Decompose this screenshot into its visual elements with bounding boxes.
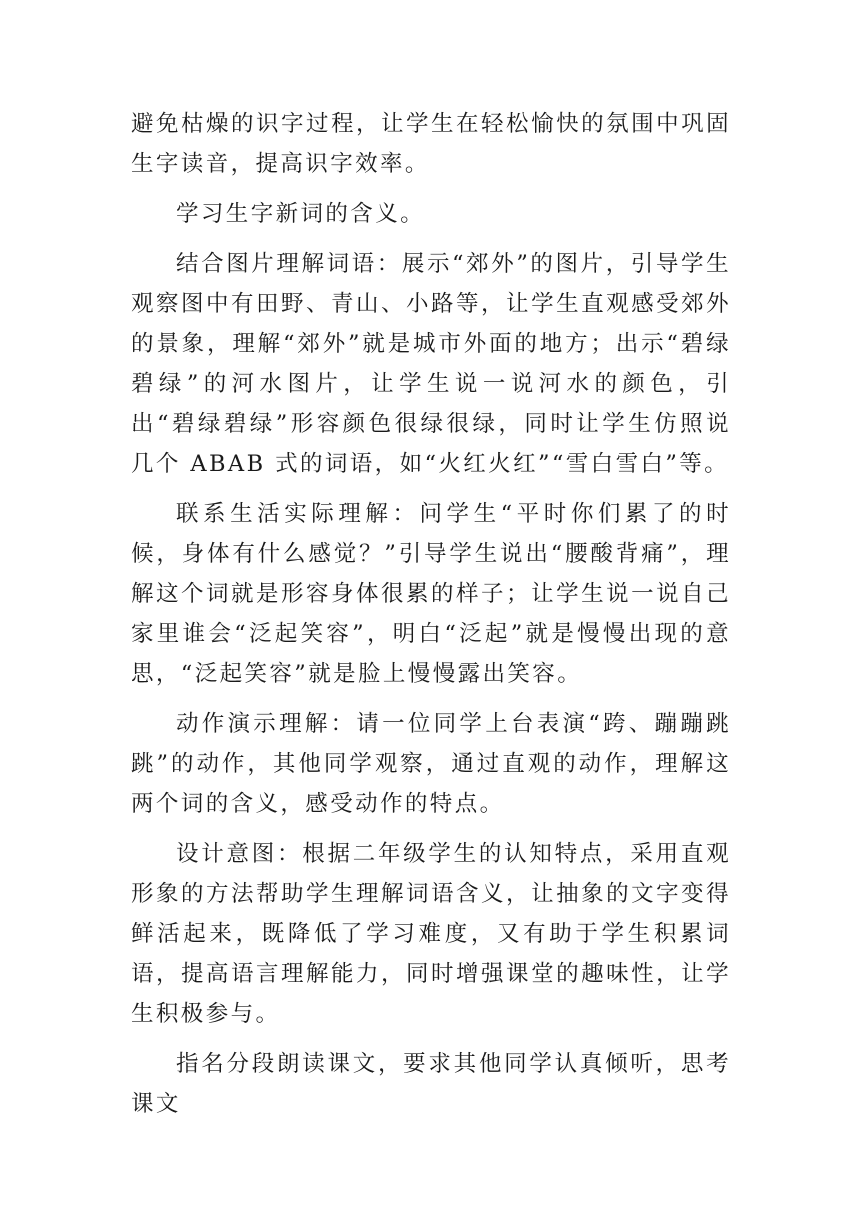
document-body <box>131 104 731 1134</box>
paragraph-7: 指名分段朗读课文，要求其他同学认真倾听，思考课文 <box>131 1051 731 1117</box>
paragraph-1: 避免枯燥的识字过程，让学生在轻松愉快的氛围中巩固生字读音，提高识字效率。 <box>131 111 731 177</box>
paragraph-6: 设计意图：根据二年级学生的认知特点，采用直观形象的方法帮助学生理解词语含义，让抽象的文字变得鲜活起来，既降低了学习难度，又有助于学生积累词语，提高语言理解能力，同时增强课堂的趣味性，让学生积极参与。 <box>131 841 731 1027</box>
paragraph-3: 结合图片理解词语：展示“郊外”的图片，引导学生观察图中有田野、青山、小路等，让学生直观感受郊外的景象，理解“郊外”就是城市外面的地方；出示“碧绿碧绿”的河水图片，让学生说一说河水的颜色，引出“碧绿碧绿”形容颜色很绿很绿，同时让学生仿照说几个 ABAB 式的词语，如“火红火红”“雪白雪白”等。 <box>131 251 731 477</box>
paragraph-5: 动作演示理解：请一位同学上台表演“跨、蹦蹦跳跳”的动作，其他同学观察，通过直观的动作，理解这两个词的含义，感受动作的特点。 <box>131 711 731 817</box>
paragraph-2: 学习生字新词的含义。 <box>176 201 426 227</box>
paragraph-4: 联系生活实际理解：问学生“平时你们累了的时候，身体有什么感觉？”引导学生说出“腰酸背痛”，理解这个词就是形容身体很累的样子；让学生说一说自己家里谁会“泛起笑容”，明白“泛起”就是慢慢出现的意思，“泛起笑容”就是脸上慢慢露出笑容。 <box>131 501 731 687</box>
